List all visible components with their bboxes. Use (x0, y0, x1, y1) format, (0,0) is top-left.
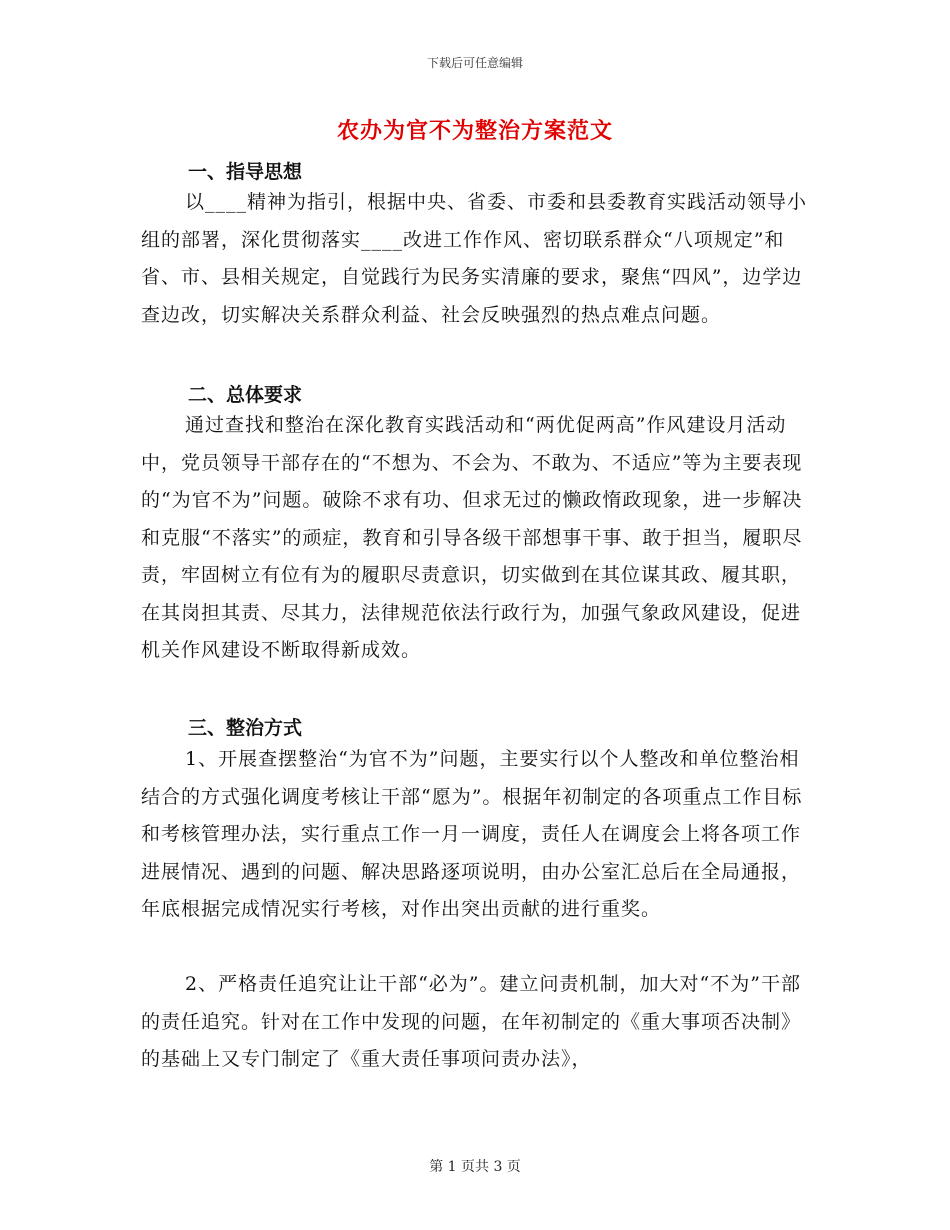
document-title: 农办为官不为整治方案范文 (336, 118, 613, 144)
paragraph-guiding-ideology: 以____精神为指引，根据中央、省委、市委和县委教育实践活动领导小组的部署，深化贯彻落实____改进工作作风、密切联系群众“八项规定”和省、市、县相关规定，自觉践行为民务实清廉的要求，聚焦“四风”，边学边查边改，切实解决关系群众利益、社会反映强烈的热点难点问题。 (141, 191, 808, 326)
page-footer: 第 1 页共 3 页 (429, 1159, 521, 1175)
paragraph-overall-requirements: 通过查找和整治在深化教育实践活动和“两优促两高”作风建设月活动中，党员领导干部存在的“不想为、不会为、不敢为、不适应”等为主要表现的“为官不为”问题。破除不求有功、但求无过的懒政惰政现象，进一步解决和克服“不落实”的顽症，教育和引导各级干部想事干事、敢于担当，履职尽责，牢固树立有位有为的履职尽责意识，切实做到在其位谋其政、履其职，在其岗担其责、尽其力，法律规范依法行政行为，加强气象政风建设，促进机关作风建设不断取得新成效。 (141, 414, 803, 661)
paragraph-method-2: 2、严格责任追究让让干部“必为”。建立问责机制，加大对“不为”干部的责任追究。针对在工作中发现的问题，在年初制定的《重大事项否决制》的基础上又专门制定了《重大责任事项问责办法》， (141, 973, 802, 1070)
section-heading-overall-requirements: 二、总体要求 (188, 384, 303, 406)
section-heading-rectification-methods: 三、整治方式 (188, 717, 303, 739)
section-heading-guiding-ideology: 一、指导思想 (188, 161, 303, 183)
header-note: 下载后可任意编辑 (426, 56, 523, 70)
paragraph-method-1: 1、开展查摆整治“为官不为”问题，主要实行以个人整改和单位整治相结合的方式强化调度考核让干部“愿为”。根据年初制定的各项重点工作目标和考核管理办法，实行重点工作一月一调度，责任人在调度会上将各项工作进展情况、遇到的问题、解决思路逐项说明，由办公室汇总后在全局通报，年底根据完成情况实行考核，对作出突出贡献的进行重奖。 (141, 748, 803, 920)
